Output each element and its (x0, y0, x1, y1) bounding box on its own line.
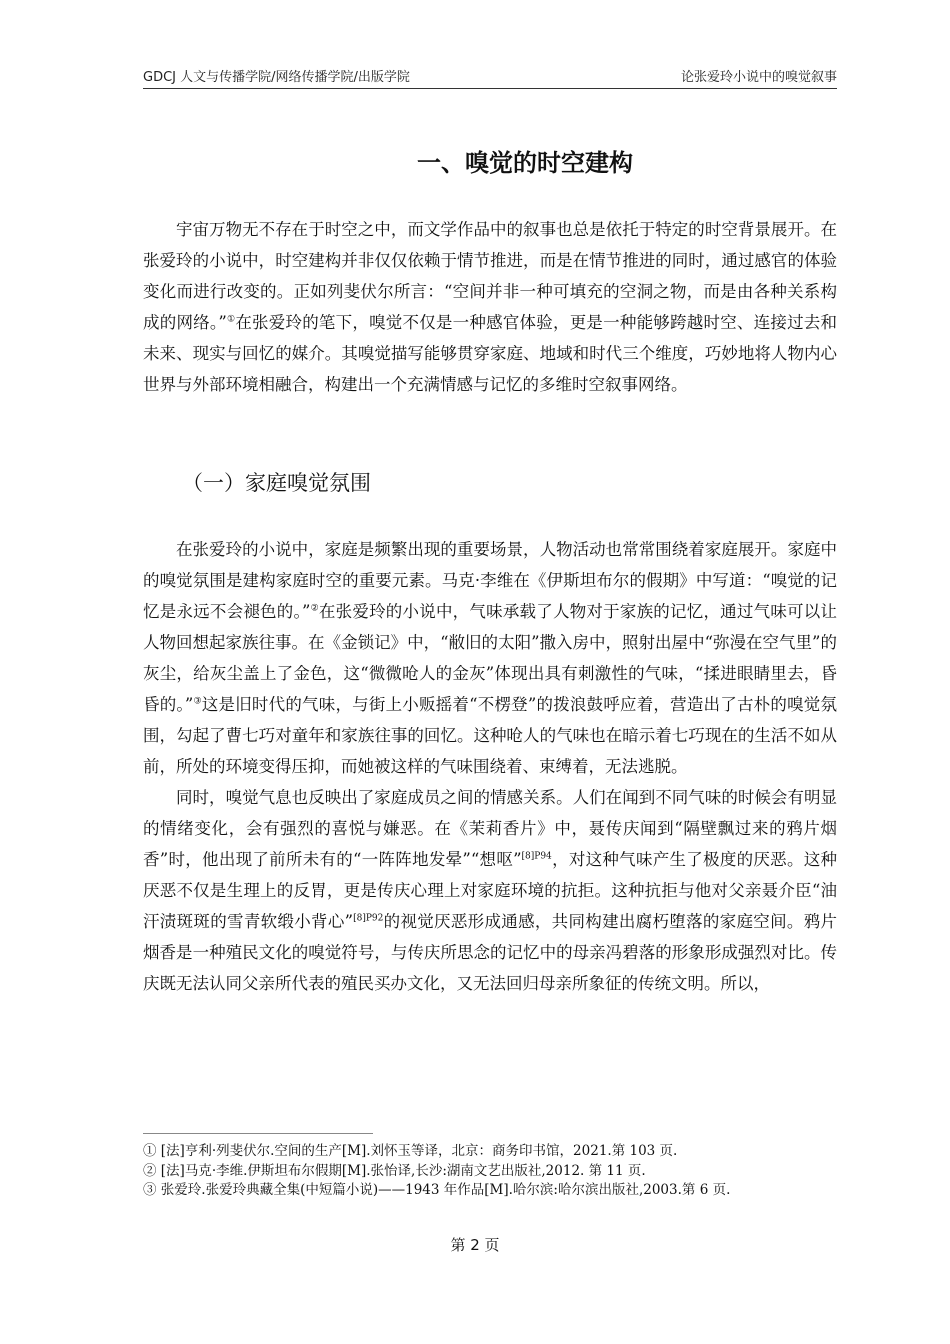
running-header (143, 66, 837, 89)
footnote-1: ① [法]亨利·列斐伏尔.空间的生产[M].刘怀玉等译，北京：商务印书馆，2021.第 103 页. (143, 1143, 678, 1159)
paragraph-1-text-b: 在张爱玲的笔下，嗅觉不仅是一种感官体验，更是一种能够跨越时空、连接过去和未来、现实与回忆的媒介。其嗅觉描写能够贯穿家庭、地域和时代三个维度，巧妙地将人物内心世界与外部环境相融合，构建出一个充满情感与记忆的多维时空叙事网络。 (143, 313, 838, 394)
paragraph-3-text-c: 的视觉厌恶形成通感，共同构建出腐朽堕落的家庭空间。鸦片烟香是一种殖民文化的嗅觉符号，与传庆所思念的记忆中的母亲冯碧落的形象形成强烈对比。传庆既无法认同父亲所代表的殖民买办文化，又无法回归母亲所象征的传统文明。所以， (143, 912, 838, 993)
section-2-body (143, 534, 837, 999)
header-right: 论张爱玲小说中的嗅觉叙事 (680, 70, 837, 85)
paragraph-1 (143, 214, 837, 400)
paragraph-3 (143, 782, 837, 999)
paragraph-1-text-a: 宇宙万物无不存在于时空之中，而文学作品中的叙事也总是依托于特定的时空背景展开。在张爱玲的小说中，时空建构并非仅仅依赖于情节推进，而是在情节推进的同时，通过感官的体验变化而进行改变的。正如列斐伏尔所言：“空间并非一种可填充的空洞之物，而是由各种关系构成的网络。” (143, 220, 837, 332)
paragraph-2-text-b: 在张爱玲的小说中，气味承载了人物对于家族的记忆，通过气味可以让人物回想起家族往事。在《金锁记》中，“敝旧的太阳”撒入房中，照射出屋中“弥漫在空气里”的灰尘，给灰尘盖上了金色，这“微微呛人的金灰”体现出具有刺激性的气味，“揉进眼睛里去，昏昏的。” (143, 602, 838, 714)
footnote-ref-1: ① (226, 314, 236, 325)
paragraph-2-text-c: 这是旧时代的气味，与街上小贩摇着“不楞登”的拨浪鼓呼应着，营造出了古朴的嗅觉氛围，勾起了曹七巧对童年和家族往事的回忆。这种呛人的气味也在暗示着七巧现在的生活不如从前，所处的环境变得压抑，而她被这样的气味围绕着、束缚着，无法逃脱。 (143, 695, 837, 776)
header-left: GDCJ 人文与传播学院/网络传播学院/出版学院 (143, 70, 410, 85)
section-1-body (143, 214, 837, 400)
footnote-3: ③ 张爱玲.张爱玲典藏全集(中短篇小说)——1943 年作品[M].哈尔滨:哈尔滨出版社,2003.第 6 页. (143, 1182, 731, 1198)
subsection-heading: （一）家庭嗅觉氛围 (182, 471, 371, 495)
page-number: 第 2 页 (450, 1236, 500, 1254)
footnote-divider (143, 1133, 373, 1134)
citation-ref-p94: [8]P94 (521, 851, 552, 862)
footnote-ref-2: ② (310, 603, 319, 614)
paragraph-3-text-a: 同时，嗅觉气息也反映出了家庭成员之间的情感关系。人们在闻到不同气味的时候会有明显的情绪变化，会有强烈的喜悦与嫌恶。在《茉莉香片》中，聂传庆闻到“隔壁飘过来的鸦片烟香”时，他出现了前所未有的“一阵阵地发晕”“想呕” (143, 788, 837, 869)
footnote-2: ② [法]马克·李维.伊斯坦布尔假期[M].张怡译,长沙:湖南文艺出版社,2012. 第 11 页. (143, 1162, 646, 1179)
paragraph-2 (143, 534, 837, 782)
citation-ref-p92: [8]P92 (353, 913, 384, 924)
paragraph-2-text-a: 在张爱玲的小说中，家庭是频繁出现的重要场景，人物活动也常常围绕着家庭展开。家庭中的嗅觉氛围是建构家庭时空的重要元素。马克·李维在《伊斯坦布尔的假期》中写道：“嗅觉的记忆是永远不会褪色的。” (143, 540, 837, 621)
section-title: 一、嗅觉的时空建构 (417, 149, 633, 177)
footnotes (143, 1142, 837, 1201)
footnote-ref-3: ③ (193, 696, 202, 707)
paragraph-3-text-b: ，对这种气味产生了极度的厌恶。这种厌恶不仅是生理上的反胃，更是传庆心理上对家庭环境的抗拒。这种抗拒与他对父亲聂介臣“油汗渍斑斑的雪青软缎小背心” (143, 850, 837, 931)
